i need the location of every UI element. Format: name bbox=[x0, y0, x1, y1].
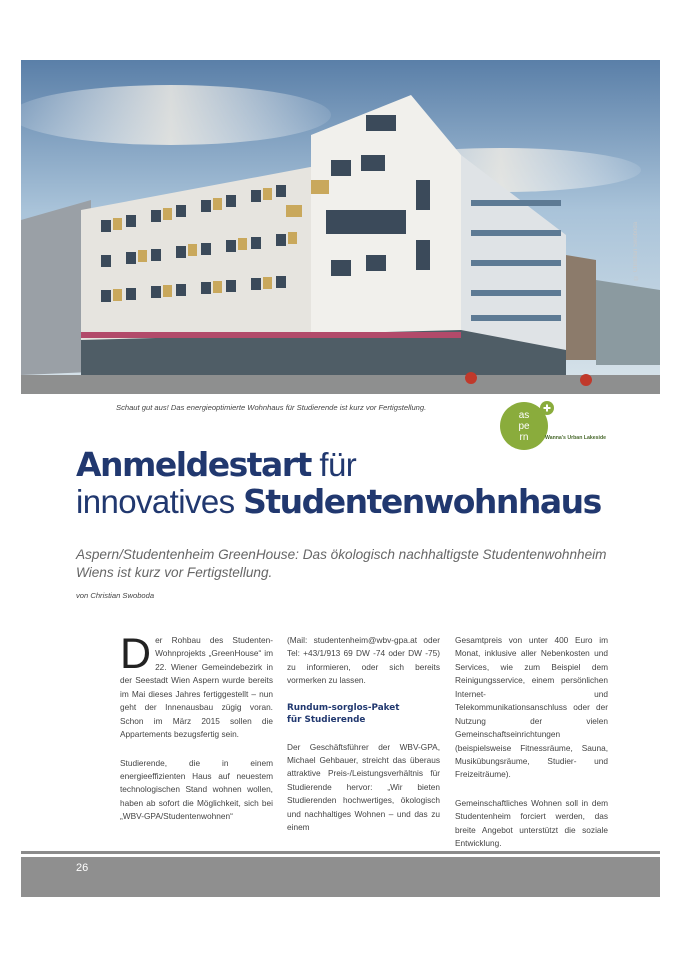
logo-letters-3: rn bbox=[519, 432, 529, 443]
column-2-paragraph-2: Der Geschäftsführer der WBV-GPA, Michael Gehbauer, streicht das überaus attraktive Preis-/Leistungsverhältnis für Studierende hervor: „Wir bieten Studierenden hochwertiges, ökologisch und nachhaltiges Wohnen – und das zu einem bbox=[287, 741, 440, 833]
column-1-paragraph-2: Studierende, die in einem energieeffizienten Haus auf neuestem technologischen Stand wohnen wollen, haben ab sofort die Möglichkeit, sich bei „WBV-GPA/Studentenwohnen“ bbox=[120, 757, 273, 822]
building-photo bbox=[21, 60, 660, 394]
aspern-logo bbox=[494, 400, 644, 452]
column-3-paragraph-2: Gemeinschaftliches Wohnen soll in dem Studentenheim forciert werden, das breite Angebot unterstützt die soziale Entwicklung. bbox=[455, 797, 608, 849]
footer-divider bbox=[21, 851, 660, 854]
column-2 bbox=[287, 634, 440, 850]
dropcap: D bbox=[120, 630, 152, 678]
photo-caption: Schaut gut aus! Das energieoptimierte Wohnhaus für Studierende ist kurz vor Fertigstellung. bbox=[116, 403, 427, 412]
logo-letters-1: as bbox=[518, 410, 530, 421]
aspern-logo-graphic bbox=[494, 400, 644, 452]
headline-thin-2: innovatives bbox=[76, 482, 244, 520]
headline-line-2 bbox=[76, 481, 636, 521]
building-illustration bbox=[21, 60, 660, 394]
headline-bold-1: Anmeldestart bbox=[76, 445, 311, 484]
headline bbox=[76, 447, 636, 521]
footer-bar bbox=[21, 857, 660, 897]
column-3 bbox=[455, 634, 608, 866]
headline-thin-1: für bbox=[310, 446, 357, 483]
page-number: 26 bbox=[76, 862, 89, 874]
column-1-paragraph-1 bbox=[120, 630, 273, 742]
author-byline: von Christian Swoboda bbox=[76, 591, 155, 600]
column-1 bbox=[120, 630, 273, 839]
logo-letters-2: pe bbox=[518, 421, 530, 432]
headline-line-1 bbox=[76, 447, 636, 484]
headline-bold-2: Studentenwohnhaus bbox=[243, 481, 601, 521]
column-1-text-1: er Rohbau des Studenten-Wohnprojekts „GreenHouse“ im 22. Wiener Gemeindebezirk in der Seestadt Wien Aspern wurde bereits im Mai dieses Jahres fertiggestellt – nun geht der Innenausbau zügig voran. Schon im März 2015 sollen die Appartements bezugsfertig sein. bbox=[120, 635, 273, 740]
subhead-line-2: für Studierende bbox=[287, 714, 366, 725]
column-3-paragraph-1: Gesamtpreis von unter 400 Euro im Monat, inklusive aller Nebenkosten und Services, wie zum Beispiel dem Reinigungsservice, einem persönlichen Internet- und Telekommunikationsanschluss oder der Nutzung der vielen Gemeinschaftseinrichtungen (beispielsweise Fitnessräume, Sauna, Musikübungsräume, Studier- und Freizeiträume). bbox=[455, 635, 608, 780]
section-subhead bbox=[287, 703, 440, 727]
photo-credit: © Christian Swoboda bbox=[633, 221, 639, 280]
subtitle: Aspern/Studentenheim GreenHouse: Das ökologisch nachhaltigste Studentenwohnheim Wiens ist kurz vor Fertigstellung. bbox=[76, 547, 607, 581]
column-2-paragraph-1: (Mail: studentenheim@wbv-gpa.at oder Tel: +43/1/913 69 DW -74 oder DW -75) zu informieren, oder sich bereits vormerken zu lassen. bbox=[287, 635, 440, 686]
logo-tagline: Wanna's Urban Lakeside bbox=[545, 435, 607, 441]
subhead-line-1: Rundum-sorglos-Paket bbox=[287, 702, 400, 713]
